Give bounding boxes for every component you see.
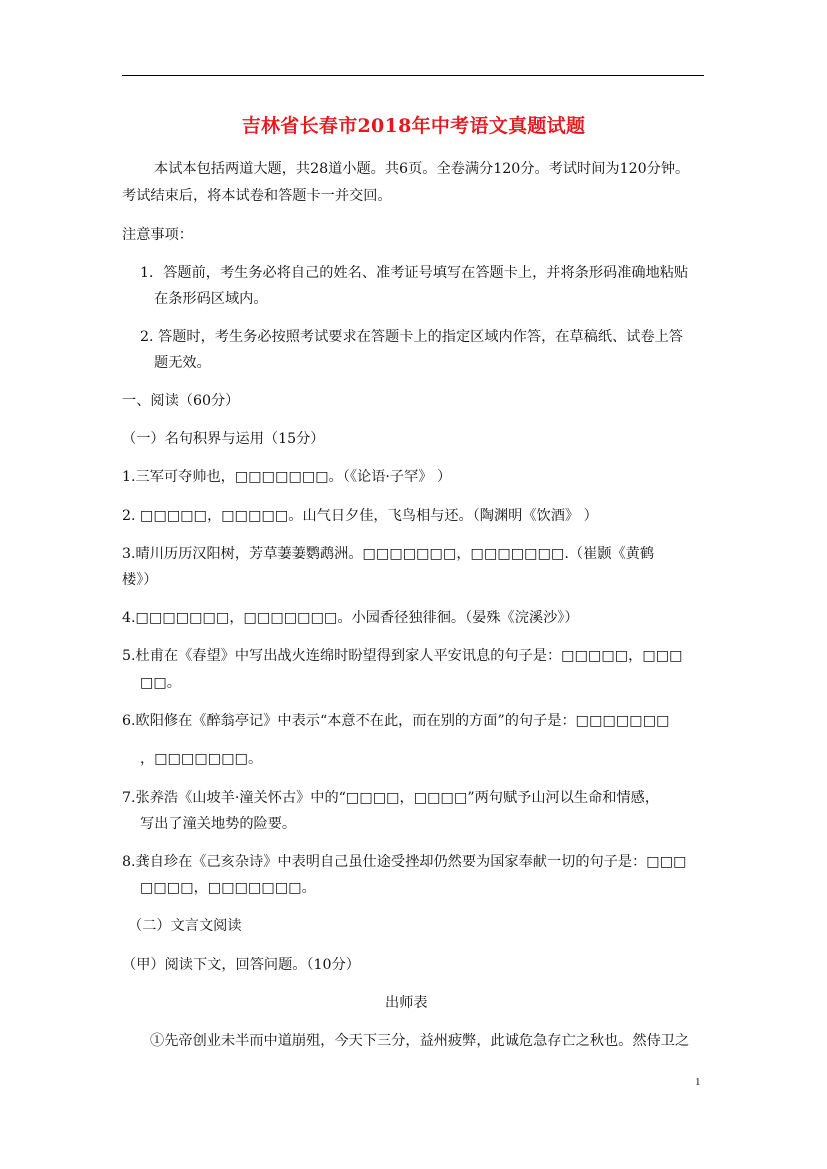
question-5-line-1: 5.杜甫在《春望》中写出战火连绵时盼望得到家人平安讯息的句子是：□□□□□，□□□ xyxy=(122,648,683,664)
intro-line-1: 本试本包括两道大题，共28道小题。共6页。全卷满分120分。考试时间为120分钟。 xyxy=(154,161,690,177)
header-rule xyxy=(122,75,704,76)
question-8-line-1: 8.龚自珍在《己亥杂诗》中表明自己虽仕途受挫却仍然要为国家奉献一切的句子是：□□□ xyxy=(122,854,687,870)
passage-title: 出师表 xyxy=(385,995,428,1011)
page-number: 1 xyxy=(695,1076,701,1088)
intro-line-2: 考试结束后，将本试卷和答题卡一并交回。 xyxy=(122,188,392,204)
notice-item-1-line-2: 在条形码区域内。 xyxy=(154,291,268,307)
question-6-line-1: 6.欧阳修在《醉翁亭记》中表示“本意不在此，而在别的方面”的句子是：□□□□□□□ xyxy=(122,713,670,729)
notice-heading: 注意事项： xyxy=(122,227,193,243)
question-6-line-2: ，□□□□□□□。 xyxy=(140,751,263,767)
notice-item-2-line-2: 题无效。 xyxy=(154,355,211,371)
subsection-heading-classical: （二）文言文阅读 xyxy=(128,918,242,934)
notice-item-2-line-1: 2. 答题时，考生务必按照考试要求在答题卡上的指定区域内作答，在草稿纸、试卷上答 xyxy=(140,329,683,345)
subsection-heading-quotes: （一）名句积界与运用（15分） xyxy=(122,431,325,447)
question-5-line-2: □□。 xyxy=(140,675,181,691)
question-3-line-1: 3.晴川历历汉阳树，芳草萋萋鹦鹉洲。□□□□□□□，□□□□□□□.（崔颢《黄鹤 xyxy=(122,546,655,562)
question-8-line-2: □□□□，□□□□□□□。 xyxy=(140,880,316,896)
part-jia-heading: （甲）阅读下文，回答问题。（10分） xyxy=(122,957,360,973)
question-3-line-2: 楼》） xyxy=(122,572,158,588)
question-7-line-2: 写出了潼关地势的险要。 xyxy=(140,816,297,832)
question-1: 1.三军可夺帅也，□□□□□□□。（《论语·子罕》 ） xyxy=(122,469,452,485)
question-7-line-1: 7.张养浩《山坡羊·潼关怀古》中的“□□□□，□□□□”两句赋予山河以生命和情感， xyxy=(122,790,660,806)
page-title: 吉林省长春市2018年中考语文真题试题 xyxy=(241,115,586,137)
passage-paragraph-1: ①先帝创业未半而中道崩殂，今天下三分，益州疲弊，此诚危急存亡之秋也。然侍卫之 xyxy=(150,1033,690,1049)
notice-item-1-line-1: 1．答题前，考生务必将自己的姓名、准考证号填写在答题卡上，并将条形码准确地粘贴 xyxy=(140,265,689,281)
question-4: 4.□□□□□□□，□□□□□□□。小园香径独徘徊。（晏殊《浣溪沙》） xyxy=(122,610,579,626)
section-heading-reading: 一、阅读（60分） xyxy=(122,393,240,409)
question-2: 2. □□□□□，□□□□□。山气日夕佳，飞鸟相与还。（陶渊明《饮酒》 ） xyxy=(122,508,598,524)
